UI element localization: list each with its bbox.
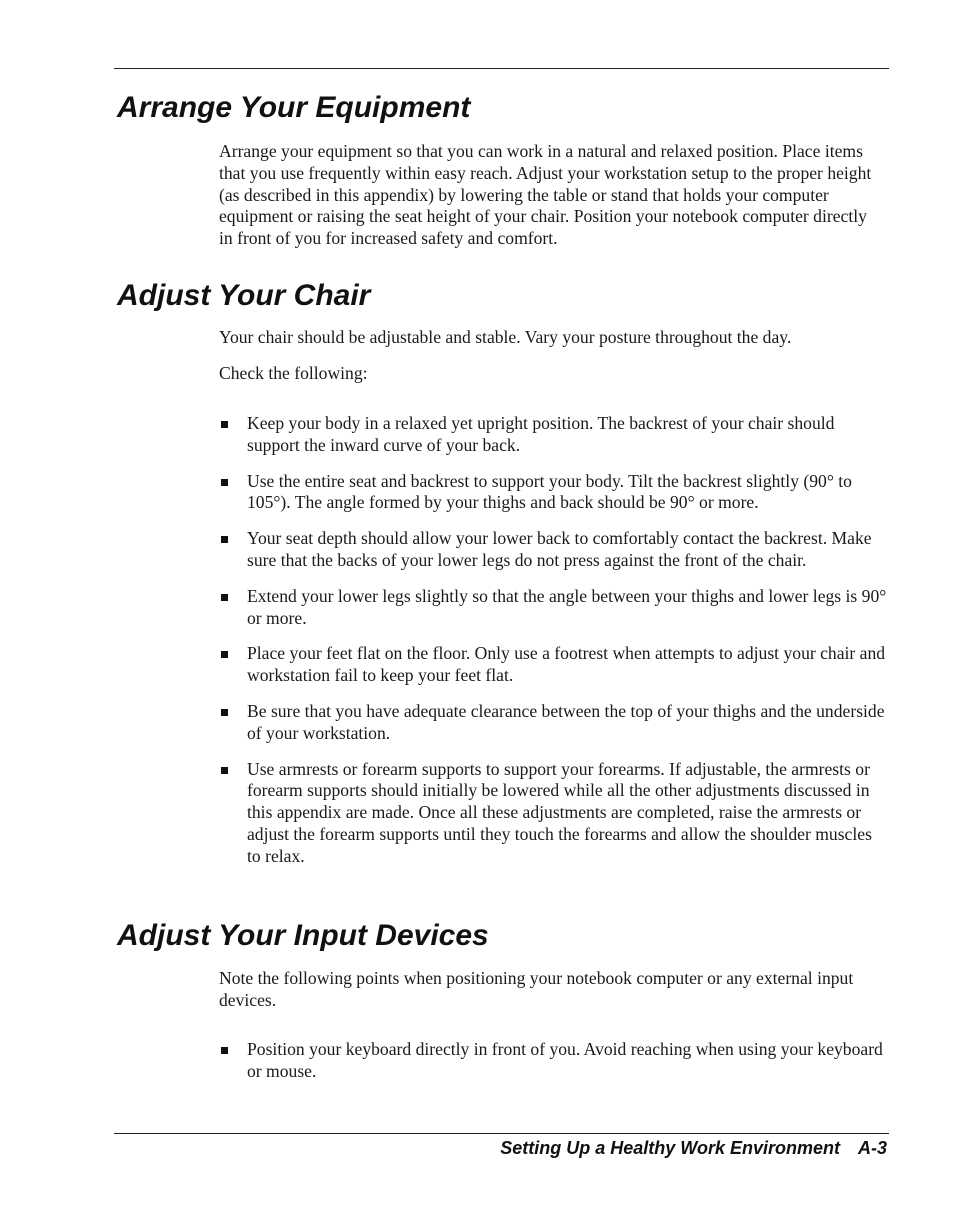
- square-bullet-icon: [221, 479, 228, 486]
- chair-check-label: Check the following:: [219, 363, 368, 383]
- list-item: [219, 759, 889, 868]
- header-rule: [114, 68, 889, 69]
- chair-checklist: [219, 413, 889, 868]
- heading-arrange-equipment: Arrange Your Equipment: [117, 91, 471, 124]
- footer-rule: [114, 1133, 889, 1134]
- page-footer: [500, 1136, 887, 1160]
- heading-adjust-input-devices: Adjust Your Input Devices: [117, 919, 489, 952]
- input-devices-intro: Note the following points when positioning your notebook computer or any external input devices.: [219, 968, 854, 1010]
- list-item-text: Use armrests or forearm supports to support your forearms. If adjustable, the armrests or forearm supports should initially be lowered while all the other adjustments discussed in this appendix are made. Once all these adjustments are completed, raise the armrests or adjust the forearm supports until they touch the forearms and allow the shoulder muscles to relax.: [247, 758, 872, 866]
- list-item: [219, 471, 889, 515]
- square-bullet-icon: [221, 709, 228, 716]
- square-bullet-icon: [221, 421, 228, 428]
- heading-adjust-chair: Adjust Your Chair: [117, 279, 371, 312]
- chair-intro: Your chair should be adjustable and stable. Vary your posture throughout the day.: [219, 327, 792, 347]
- equipment-paragraph: Arrange your equipment so that you can work in a natural and relaxed position. Place items that you use frequently within easy reach. Adjust your workstation setup to the proper height (as described in this appendix) by lowering the table or stand that holds your computer equipment or raising the seat height of your chair. Position your notebook computer directly in front of you for increased safety and comfort.: [219, 141, 872, 249]
- list-item: [219, 1039, 889, 1083]
- list-item-text: Extend your lower legs slightly so that the angle between your thighs and lower legs is 90° or more.: [247, 585, 887, 628]
- list-item: [219, 528, 889, 572]
- list-item: [219, 586, 889, 630]
- list-item-text: Keep your body in a relaxed yet upright position. The backrest of your chair should support the inward curve of your back.: [247, 413, 835, 455]
- square-bullet-icon: [221, 594, 228, 601]
- list-item: [219, 701, 889, 745]
- list-item-text: Your seat depth should allow your lower back to comfortably contact the backrest. Make sure that the backs of your lower legs do not press against the front of the chair.: [247, 528, 872, 570]
- square-bullet-icon: [221, 651, 228, 658]
- list-item-text: Use the entire seat and backrest to support your body. Tilt the backrest slightly (90° to 105°). The angle formed by your thighs and back should be 90° or more.: [247, 470, 852, 513]
- square-bullet-icon: [221, 767, 228, 774]
- list-item-text: Position your keyboard directly in front of you. Avoid reaching when using your keyboard or mouse.: [247, 1039, 883, 1081]
- page-number: A-3: [857, 1138, 887, 1158]
- list-item: [219, 413, 889, 457]
- list-item: [219, 643, 889, 687]
- square-bullet-icon: [221, 1047, 228, 1054]
- input-devices-checklist: [219, 1039, 889, 1083]
- square-bullet-icon: [221, 536, 228, 543]
- list-item-text: Be sure that you have adequate clearance between the top of your thighs and the underside of your workstation.: [247, 700, 885, 743]
- footer-title: Setting Up a Healthy Work Environment: [500, 1138, 840, 1158]
- list-item-text: Place your feet flat on the floor. Only use a footrest when attempts to adjust your chair and workstation fail to keep your feet flat.: [247, 643, 886, 686]
